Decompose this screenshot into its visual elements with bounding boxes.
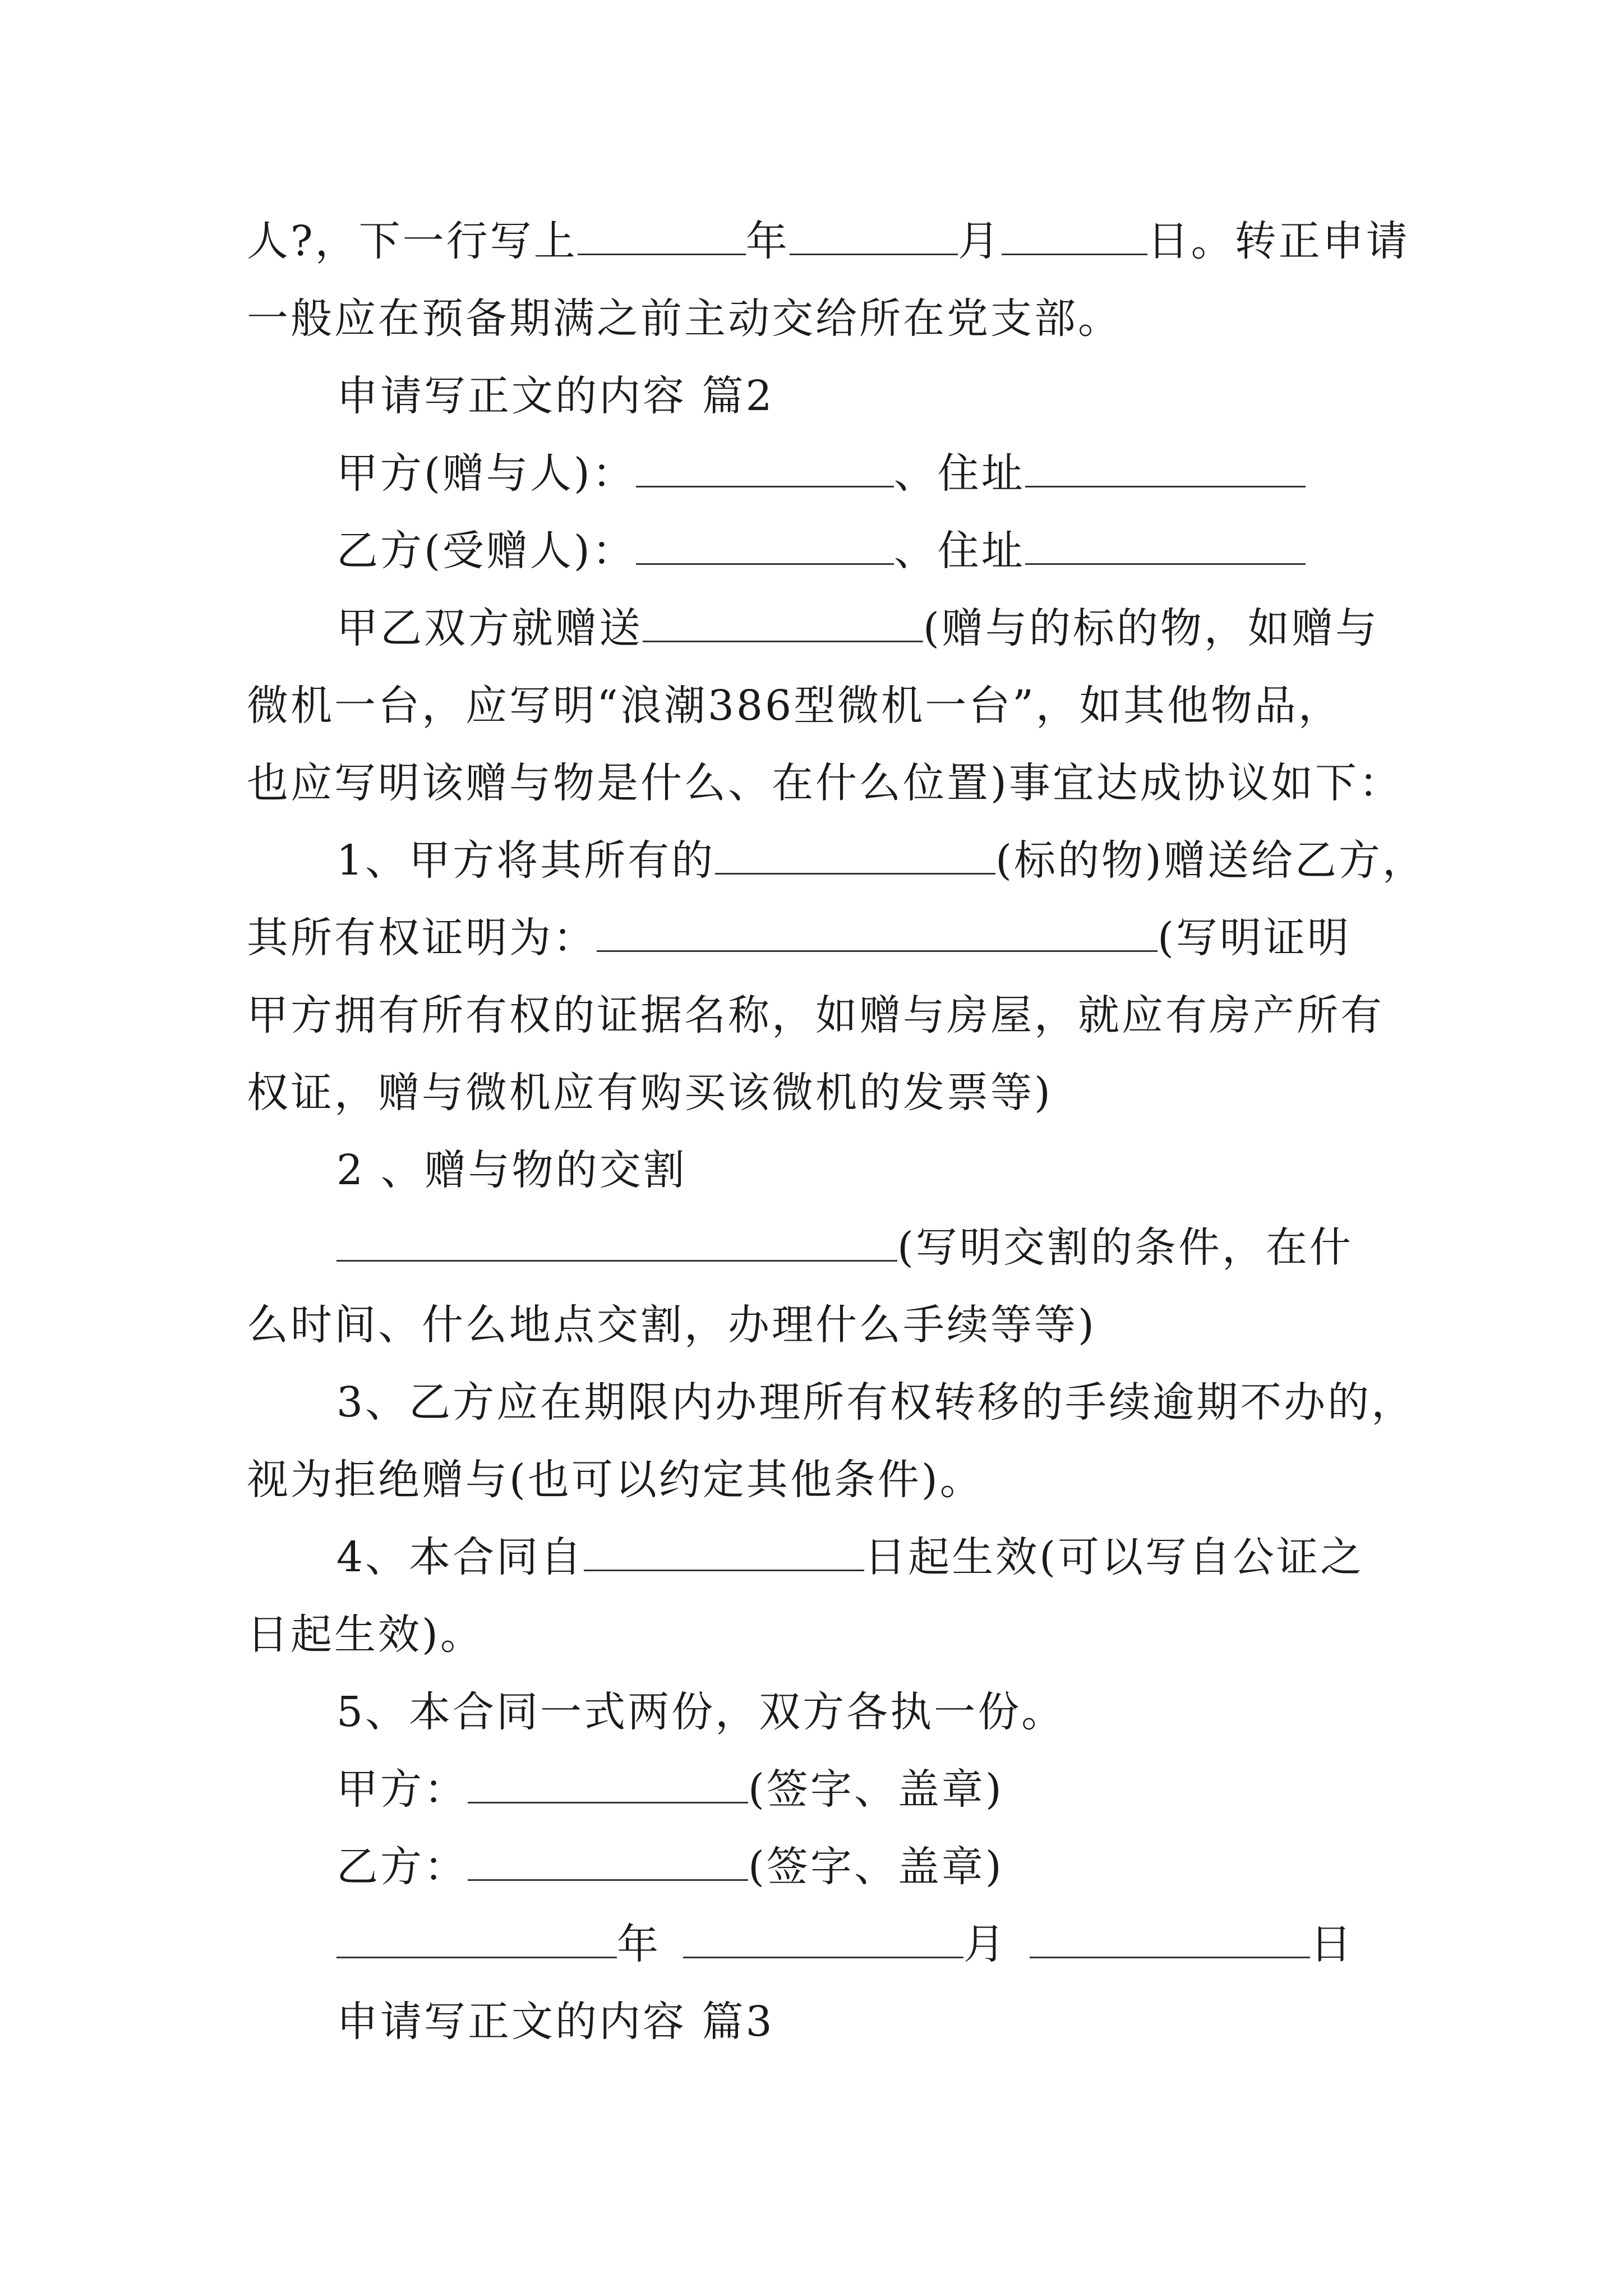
text-segment: 人?，下一行写上 (247, 217, 578, 265)
text-segment: 其所有权证明为： (247, 914, 597, 962)
paragraph-line: 视为拒绝赠与(也可以约定其他条件)。 (247, 1456, 984, 1504)
paragraph-line (336, 1220, 1353, 1276)
paragraph-line: 一般应在预备期满之前主动交给所在党支部。 (247, 295, 1122, 343)
text-segment: 甲乙双方就赠送 (336, 604, 643, 652)
party-b-line (336, 523, 1306, 579)
text-segment: 日 (1310, 1920, 1354, 1968)
clause-4-line (336, 1529, 1364, 1585)
text-segment: (写明交割的条件，在什 (897, 1223, 1353, 1272)
blank-line (597, 911, 1158, 952)
text-segment: (标的物)赠送给乙方， (995, 836, 1426, 885)
section-heading: 申请写正文的内容 篇2 (336, 372, 774, 420)
text-segment: 1、甲方将其所有的 (336, 836, 716, 885)
text-segment: 日。转正申请 (1147, 217, 1410, 265)
text-segment: 年 (617, 1920, 661, 1968)
party-a-signature-line (336, 1761, 1004, 1818)
blank-line (790, 214, 958, 255)
blank-line (578, 214, 746, 255)
blank-line (636, 524, 894, 565)
blank-line (643, 601, 923, 642)
text-segment: 乙方(受赠人)： (336, 527, 636, 575)
clause-1-line (336, 832, 1426, 889)
text-segment: (赠与的标的物，如赠与 (923, 604, 1379, 652)
text-segment: 日起生效(可以写自公证之 (864, 1533, 1364, 1581)
blank-line (584, 1530, 864, 1571)
blank-line (1025, 447, 1306, 487)
paragraph-line: 微机一台，应写明“浪潮386型微机一台”，如其他物品， (247, 682, 1342, 730)
paragraph-line: 日起生效)。 (247, 1611, 484, 1659)
blank-line (715, 834, 995, 875)
blank-line (468, 1763, 748, 1803)
paragraph-line: 么时间、什么地点交割，办理什么手续等等) (247, 1301, 1096, 1349)
blank-line (683, 1917, 963, 1958)
paragraph-line (247, 213, 1410, 269)
blank-line (1002, 214, 1147, 255)
text-segment: 乙方： (336, 1843, 468, 1891)
party-b-signature-line (336, 1839, 1004, 1895)
blank-line (336, 1221, 897, 1262)
clause-5-line: 5、本合同一式两份，双方各执一份。 (336, 1688, 1066, 1736)
paragraph-line: 权证，赠与微机应有购买该微机的发票等) (247, 1069, 1053, 1117)
text-segment: 甲方： (336, 1765, 468, 1814)
text-segment: 月 (963, 1920, 1007, 1968)
party-a-line (336, 445, 1306, 501)
paragraph-line (247, 910, 1351, 966)
blank-line (468, 1840, 748, 1881)
text-segment: (签字、盖章) (748, 1765, 1004, 1814)
text-segment: 甲方(赠与人)： (336, 449, 636, 498)
clause-3-line: 3、乙方应在期限内办理所有权转移的手续逾期不办的， (336, 1378, 1415, 1427)
text-segment: 4、本合同自 (336, 1533, 584, 1581)
blank-line (1025, 524, 1306, 565)
blank-line (336, 1917, 617, 1958)
date-line (336, 1916, 1354, 1972)
clause-2-line: 2 、赠与物的交割 (336, 1146, 687, 1194)
text-segment: 年 (745, 217, 790, 265)
text-segment: 、住址 (893, 449, 1025, 498)
text-segment: 月 (957, 217, 1002, 265)
blank-line (636, 447, 894, 487)
paragraph-line: 也应写明该赠与物是什么、在什么位置)事宜达成协议如下： (247, 759, 1403, 807)
text-segment: (签字、盖章) (748, 1843, 1004, 1891)
text-segment: (写明证明 (1158, 914, 1351, 962)
paragraph-line (336, 600, 1379, 656)
text-segment: 、住址 (893, 527, 1025, 575)
paragraph-line: 甲方拥有所有权的证据名称，如赠与房屋，就应有房产所有 (247, 991, 1384, 1039)
section-heading: 申请写正文的内容 篇3 (336, 1998, 774, 2046)
blank-line (1030, 1917, 1310, 1958)
